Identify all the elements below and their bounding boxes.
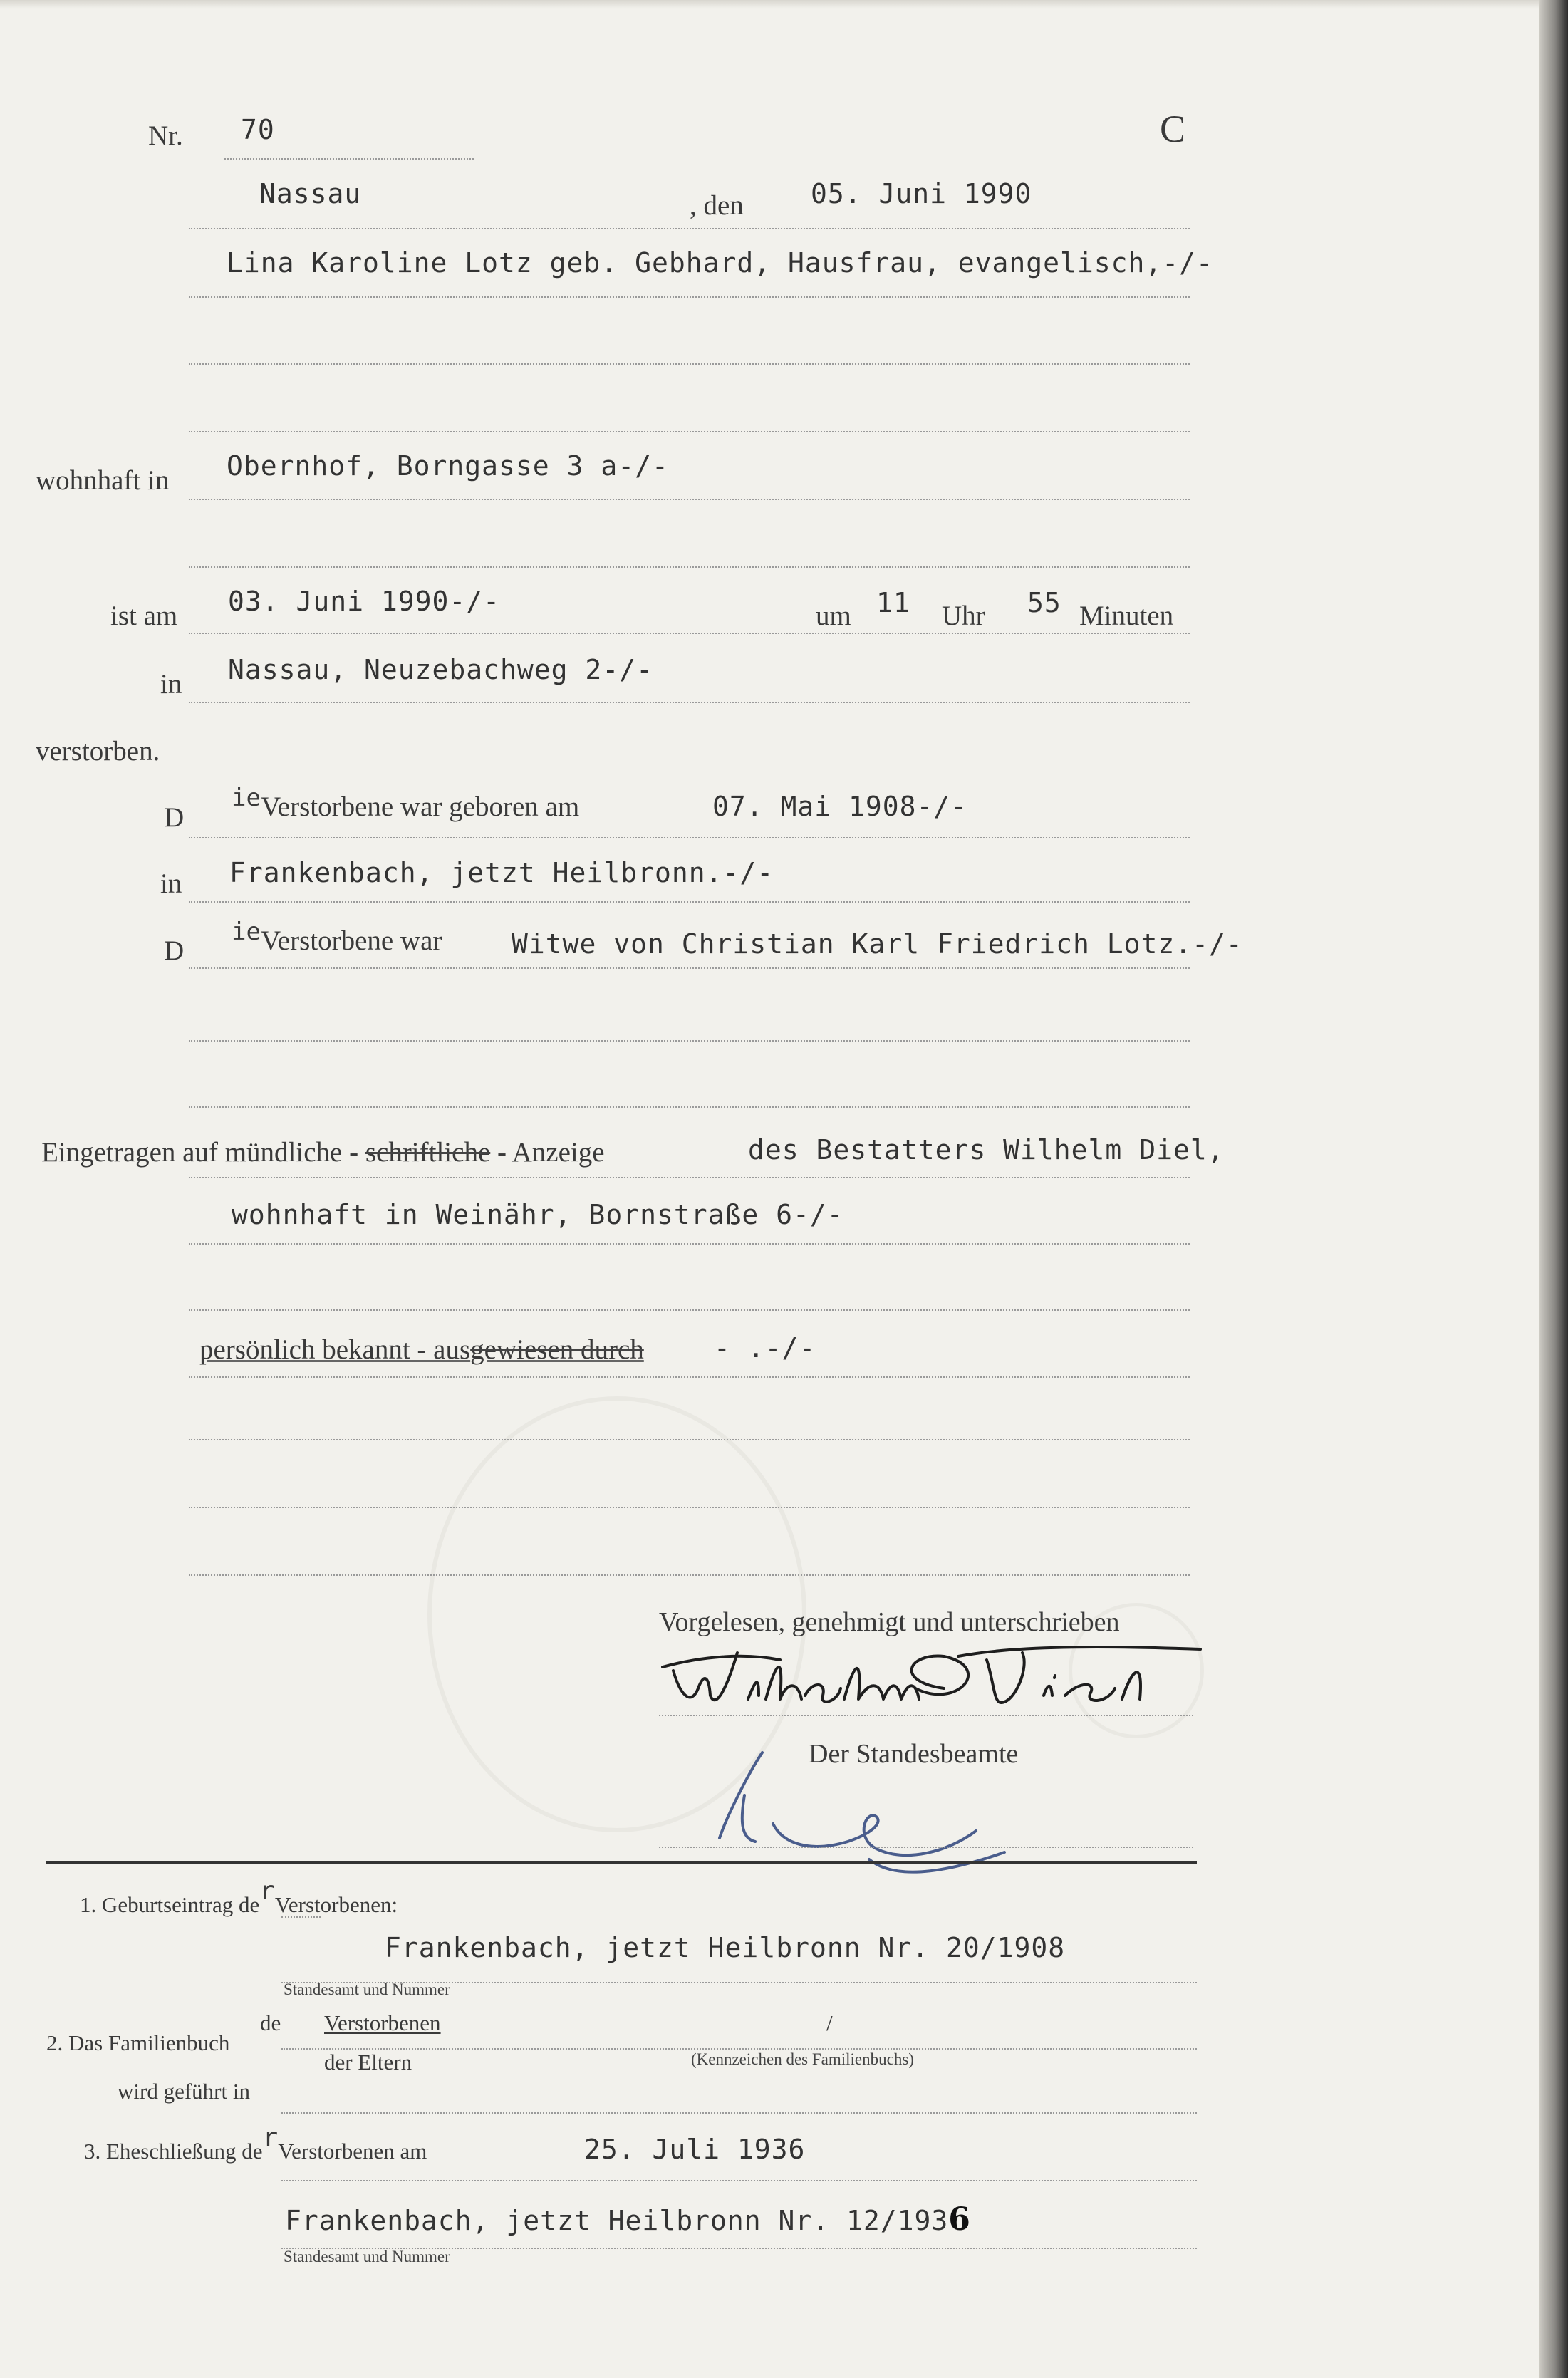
line-name [189, 296, 1190, 298]
birth-entry-r: r [259, 1876, 275, 1906]
death-date-label: ist am [110, 601, 178, 631]
registry-date: 05. Juni 1990 [811, 178, 1032, 209]
marriage-date: 25. Juli 1936 [584, 2134, 806, 2165]
standesamt-nummer-label-1: Standesamt und Nummer [284, 1980, 450, 1998]
standesamt-nummer-label-2: Standesamt und Nummer [284, 2248, 450, 2265]
footer-divider [46, 1861, 1197, 1864]
informant-signature [659, 1639, 1208, 1717]
marital-status: Witwe von Christian Karl Friedrich Lotz.-/- [512, 928, 1243, 960]
line-birth-date [189, 837, 1190, 838]
birth-label: Verstorbene war geboren am [260, 791, 580, 822]
standesbeamte-label: Der Standesbeamte [809, 1739, 1019, 1769]
identity-label-b-struck: gewiesen durch [470, 1334, 644, 1365]
death-place: Nassau, Neuzebachweg 2-/- [228, 654, 653, 685]
line-death-date [189, 633, 1190, 634]
page-top-edge [0, 0, 1539, 9]
marriage-place-main: Frankenbach, jetzt Heilbronn Nr. 12/193 [285, 2205, 949, 2236]
birth-ie-suffix: ie [232, 784, 261, 812]
schriftliche-struck: schriftliche [365, 1137, 491, 1168]
nr-line [224, 158, 474, 160]
line-gefuehrt [281, 2112, 1197, 2114]
status-d-label: D [164, 935, 185, 966]
identity-sentence [199, 1334, 644, 1366]
birth-date: 07. Mai 1908-/- [712, 791, 968, 822]
status-sentence [232, 918, 442, 957]
familienbuch-slash: / [826, 2010, 833, 2035]
kennzeichen-label: (Kennzeichen des Familienbuchs) [691, 2050, 914, 2068]
line-status [189, 967, 1190, 969]
marriage-place-corrected-digit: 6 [948, 2201, 971, 2238]
line-residence [189, 499, 1190, 500]
verstorben-label: verstorben. [36, 736, 160, 767]
line-blank-4 [189, 1040, 1190, 1042]
identity-label-a: persönlich bekannt - aus [199, 1334, 471, 1365]
marriage-label-a: 3. Eheschließung de [84, 2139, 263, 2164]
line-death-place [189, 702, 1190, 703]
line-blank-3 [189, 566, 1190, 568]
familienbuch-verstorbenen: Verstorbenen [324, 2010, 441, 2035]
line-birth-entry-de [281, 1916, 321, 1918]
anzeige-label: - Anzeige [490, 1137, 605, 1168]
birth-in-label: in [160, 868, 182, 899]
birth-d-label: D [164, 802, 185, 833]
identity-fill: - .-/- [714, 1332, 816, 1364]
birth-sentence [232, 784, 580, 823]
line-blank-1 [189, 363, 1190, 365]
line-marriage-date [281, 2180, 1197, 2181]
birth-entry-label-2: Verstorbenen: [274, 1892, 398, 1917]
eingetragen-sentence [41, 1136, 605, 1168]
marriage-label [84, 2123, 427, 2165]
death-in-label: in [160, 669, 182, 700]
line-informant-2 [189, 1243, 1190, 1245]
status-label: Verstorbene war [260, 925, 442, 956]
vorgelesen-text: Vorgelesen, genehmigt und unterschrieben [659, 1607, 1120, 1637]
gefuehrt-label: wird geführt in [118, 2079, 250, 2104]
death-minutes: 55 [1027, 587, 1061, 618]
line-identity [189, 1376, 1190, 1378]
nr-label: Nr. [148, 120, 183, 151]
corner-letter: C [1160, 108, 1186, 150]
deceased-name-line: Lina Karoline Lotz geb. Gebhard, Hausfrau, evangelisch,-/- [227, 247, 1213, 279]
line-familienbuch [281, 2048, 1197, 2050]
um-label: um [816, 601, 851, 631]
registry-place: Nassau [259, 178, 362, 209]
birth-entry-label-text: 1. Geburtseintrag de [80, 1892, 260, 1917]
residence-label: wohnhaft in [36, 465, 170, 496]
line-place-date [189, 228, 1190, 229]
status-ie-suffix: ie [232, 918, 261, 946]
marriage-label-b: Verstorbenen am [278, 2139, 427, 2164]
residence-value: Obernhof, Borngasse 3 a-/- [227, 450, 669, 482]
familienbuch-de: de [260, 2010, 281, 2035]
marriage-r: r [262, 2123, 279, 2152]
den-label: , den [690, 190, 744, 221]
line-blank-9 [189, 1574, 1190, 1576]
line-birth-place [189, 901, 1190, 903]
informant-line-1: des Bestatters Wilhelm Diel, [748, 1134, 1225, 1165]
line-registrar-signature [659, 1847, 1193, 1848]
registrar-signature [705, 1745, 1012, 1888]
birth-place: Frankenbach, jetzt Heilbronn.-/- [229, 857, 774, 888]
marriage-place [285, 2201, 971, 2238]
book-spine [1539, 0, 1568, 2378]
line-blank-6 [189, 1309, 1190, 1311]
nr-value: 70 [241, 114, 275, 145]
eingetragen-label: Eingetragen auf mündliche - [41, 1137, 365, 1168]
uhr-label: Uhr [942, 601, 985, 631]
line-informant-signature [659, 1715, 1193, 1716]
death-date: 03. Juni 1990-/- [228, 586, 501, 617]
birth-entry-value: Frankenbach, jetzt Heilbronn Nr. 20/1908 [385, 1932, 1066, 1963]
line-blank-2 [189, 431, 1190, 432]
minuten-label: Minuten [1079, 601, 1174, 631]
familienbuch-eltern: der Eltern [324, 2050, 412, 2075]
death-hour: 11 [876, 587, 910, 618]
line-blank-7 [189, 1439, 1190, 1440]
birth-entry-label [80, 1876, 398, 1919]
familienbuch-label: 2. Das Familienbuch [46, 2030, 230, 2055]
line-informant-1 [189, 1177, 1190, 1178]
line-blank-8 [189, 1507, 1190, 1508]
line-blank-5 [189, 1106, 1190, 1108]
informant-line-2: wohnhaft in Weinähr, Bornstraße 6-/- [232, 1199, 844, 1230]
